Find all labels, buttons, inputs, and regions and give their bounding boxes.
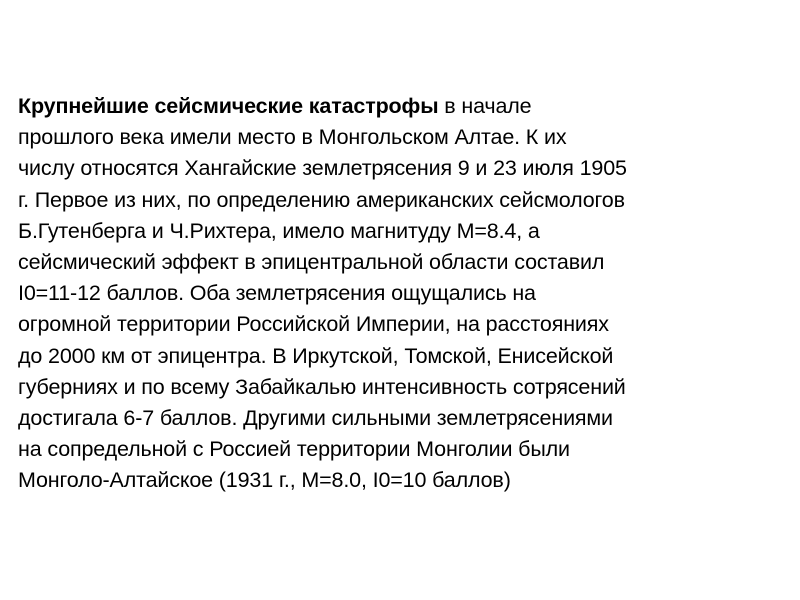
text-line: I0=11-12 баллов. Оба землетрясения ощущались на [18, 281, 536, 306]
text-line: на сопредельной с Россией территории Монголии были [18, 437, 570, 462]
text-line: числу относятся Хангайские землетрясения 9 и 23 июля 1905 [18, 156, 627, 181]
text-line: Монголо-Алтайское (1931 г., M=8.0, I0=10 баллов) [18, 468, 511, 493]
text-line-content: в начале [438, 94, 532, 118]
text-line: г. Первое из них, по определению американских сейсмологов [18, 187, 625, 212]
text-line: губерниях и по всему Забайкалью интенсивность сотрясений [18, 374, 626, 399]
text-line: огромной территории Российской Империи, на расстояниях [18, 312, 609, 337]
text-line: до 2000 км от эпицентра. В Иркутской, Томской, Енисейской [18, 343, 614, 368]
text-line: сейсмический эффект в эпицентральной области составил [18, 250, 605, 275]
text-line: Б.Гутенберга и Ч.Рихтера, имело магнитуду M=8.4, а [18, 218, 540, 243]
text-line: достигала 6-7 баллов. Другими сильными землетрясениями [18, 406, 613, 431]
text-line [18, 91, 793, 122]
text-line: прошлого века имели место в Монгольском Алтае. К их [18, 125, 567, 150]
lead-bold-text: Крупнейшие сейсмические катастрофы [18, 94, 439, 118]
body-text [18, 91, 793, 497]
